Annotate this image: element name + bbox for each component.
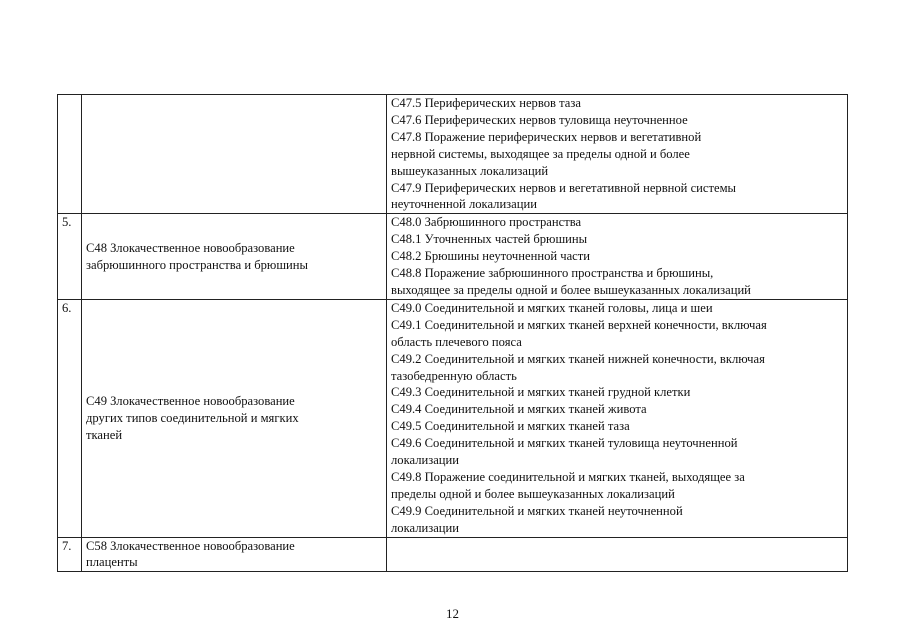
name-line: других типов соединительной и мягких xyxy=(86,410,299,425)
name-line: С48 Злокачественное новообразование xyxy=(86,240,295,255)
table-row xyxy=(58,214,848,300)
icd-codes-table xyxy=(57,94,848,572)
row-number xyxy=(58,95,82,214)
code-line: С49.9 Соединительной и мягких тканей неуточненной xyxy=(391,503,683,518)
code-line: С49.4 Соединительной и мягких тканей живота xyxy=(391,402,647,417)
table-row xyxy=(58,299,848,537)
diagnosis-name xyxy=(82,299,387,537)
code-line: С49.6 Соединительной и мягких тканей туловища неуточненной xyxy=(391,436,738,451)
code-line: С48.1 Уточненных частей брюшины xyxy=(391,232,588,247)
diagnosis-name xyxy=(82,537,387,572)
name-line: тканей xyxy=(86,427,123,442)
code-line: С49.0 Соединительной и мягких тканей головы, лица и шеи xyxy=(391,300,713,315)
code-line: С47.6 Периферических нервов туловища неуточненное xyxy=(391,112,688,127)
code-line: неуточненной локализации xyxy=(391,197,537,212)
diagnosis-codes xyxy=(387,214,848,300)
name-line: С49 Злокачественное новообразование xyxy=(86,393,295,408)
code-line: С47.5 Периферических нервов таза xyxy=(391,96,581,110)
code-line: нервной системы, выходящее за пределы одной и более xyxy=(391,146,690,161)
row-number: 7. xyxy=(58,537,82,572)
code-line: вышеуказанных локализаций xyxy=(391,163,549,178)
table-row xyxy=(58,95,848,214)
diagnosis-codes xyxy=(387,299,848,537)
name-line: плаценты xyxy=(86,555,138,570)
name-line: забрюшинного пространства и брюшины xyxy=(86,257,308,272)
code-line: С47.9 Периферических нервов и вегетативной нервной системы xyxy=(391,180,737,195)
code-line: С48.8 Поражение забрюшинного пространства и брюшины, xyxy=(391,266,714,281)
code-line: пределы одной и более вышеуказанных локализаций xyxy=(391,486,675,501)
code-line: С47.8 Поражение периферических нервов и вегетативной xyxy=(391,129,702,144)
code-line: локализации xyxy=(391,453,460,468)
name-line: С58 Злокачественное новообразование xyxy=(86,538,295,553)
code-line: С48.0 Забрюшинного пространства xyxy=(391,215,582,230)
code-line: область плечевого пояса xyxy=(391,334,522,349)
code-line: выходящее за пределы одной и более вышеуказанных локализаций xyxy=(391,282,751,297)
diagnosis-codes xyxy=(387,95,848,214)
row-number: 5. xyxy=(58,214,82,300)
code-line: С49.8 Поражение соединительной и мягких тканей, выходящее за xyxy=(391,469,745,484)
table-row xyxy=(58,537,848,572)
page-number: 12 xyxy=(446,606,459,621)
code-line: локализации xyxy=(391,520,460,535)
code-line: С48.2 Брюшины неуточненной части xyxy=(391,249,591,264)
row-number: 6. xyxy=(58,299,82,537)
code-line: тазобедренную область xyxy=(391,368,517,383)
diagnosis-name xyxy=(82,214,387,300)
code-line: С49.5 Соединительной и мягких тканей таза xyxy=(391,419,630,434)
code-line: С49.3 Соединительной и мягких тканей грудной клетки xyxy=(391,385,691,400)
code-line: С49.2 Соединительной и мягких тканей нижней конечности, включая xyxy=(391,351,765,366)
diagnosis-name xyxy=(82,95,387,214)
diagnosis-codes xyxy=(387,537,848,572)
code-line: С49.1 Соединительной и мягких тканей верхней конечности, включая xyxy=(391,317,767,332)
